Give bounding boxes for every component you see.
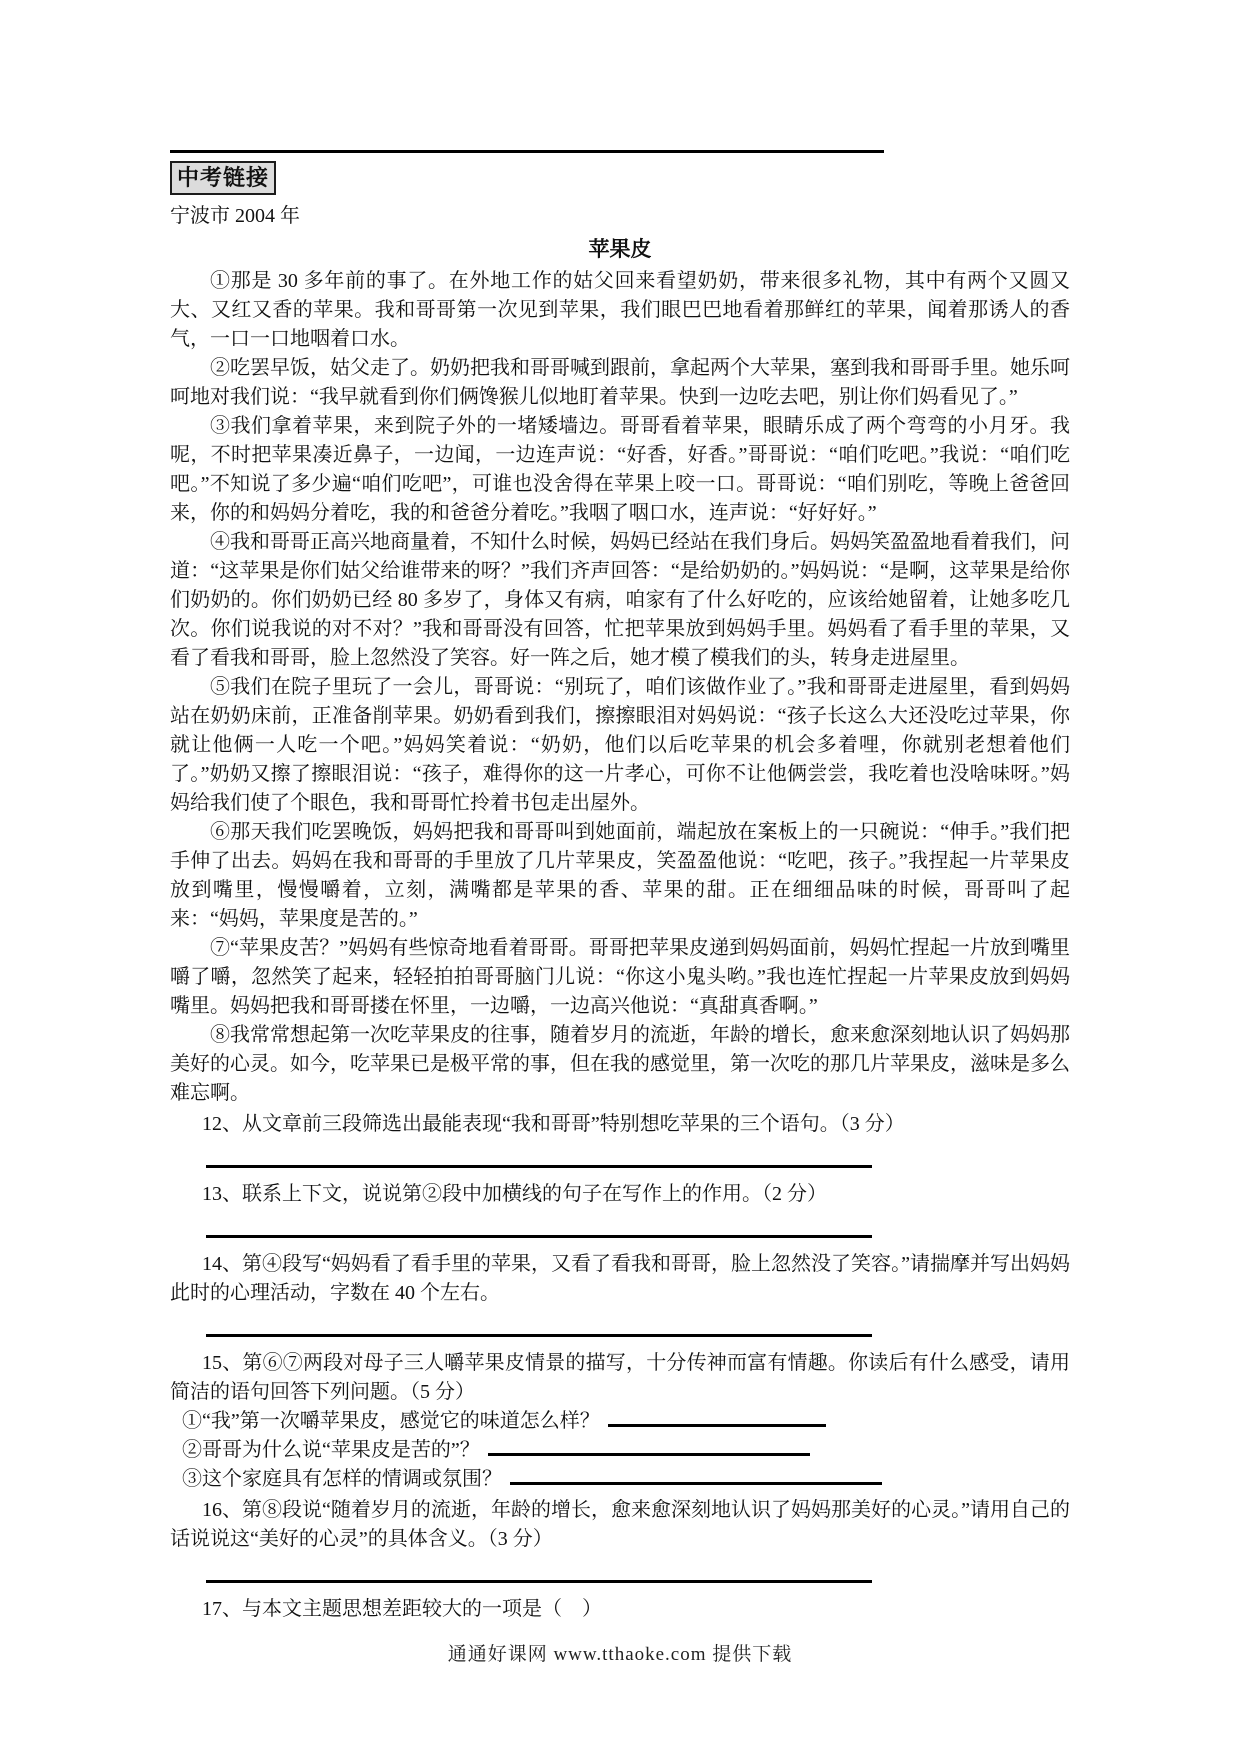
exam-source: 宁波市 2004 年 <box>170 205 300 227</box>
answer-blank <box>510 1466 882 1485</box>
question-17-text: 17、与本文主题思想差距较大的一项是（ ） <box>202 1598 602 1620</box>
question-15-sub-2 <box>170 1436 1070 1465</box>
question-13-text: 13、联系上下文，说说第②段中加横线的句子在写作上的作用。（2 分） <box>202 1183 827 1205</box>
question-15-sub-1 <box>170 1407 1070 1436</box>
question-list <box>170 1110 1070 1624</box>
answer-line <box>206 1165 872 1168</box>
question-12 <box>170 1110 1070 1168</box>
passage-paragraph-5: ⑤我们在院子里玩了一会儿，哥哥说：“别玩了，咱们该做作业了。”我和哥哥走进屋里，看到妈妈站在奶奶床前，正准备削苹果。奶奶看到我们，擦擦眼泪对妈妈说：“孩子长这么大还没吃过苹果，你就让他俩一人吃一个吧。”妈妈笑着说：“奶奶，他们以后吃苹果的机会多着哩，你就别老想着他们了。”奶奶又擦了擦眼泪说：“孩子，难得你的这一片孝心，可你不让他俩尝尝，我吃着也没啥味呀。”妈妈给我们使了个眼色，我和哥哥忙拎着书包走出屋外。 <box>170 676 1070 814</box>
answer-blank <box>488 1437 810 1456</box>
answer-line <box>206 1334 872 1337</box>
sub-question-text: ②哥哥为什么说“苹果皮是苦的”？ <box>182 1439 480 1461</box>
sub-question-text: ③这个家庭具有怎样的情调或氛围？ <box>182 1468 502 1490</box>
question-14-text: 14、第④段写“妈妈看了看手里的苹果，又看了看我和哥哥，脸上忽然没了笑容。”请揣摩并写出妈妈此时的心理活动，字数在 40 个左右。 <box>170 1253 1070 1304</box>
question-15-sub-3 <box>170 1465 1070 1494</box>
passage-paragraph-2: ②吃罢早饭，姑父走了。奶奶把我和哥哥喊到跟前，拿起两个大苹果，塞到我和哥哥手里。她乐呵呵地对我们说：“我早就看到你们俩馋猴儿似地盯着苹果。快到一边吃去吧，别让你们妈看见了。” <box>170 357 1070 408</box>
question-15 <box>170 1349 1070 1494</box>
passage-paragraph-1: ①那是 30 多年前的事了。在外地工作的姑父回来看望奶奶，带来很多礼物，其中有两个又圆又大、又红又香的苹果。我和哥哥第一次见到苹果，我们眼巴巴地看着那鲜红的苹果，闻着那诱人的香气，一口一口地咽着口水。 <box>170 270 1070 350</box>
answer-line <box>206 1235 872 1238</box>
question-16-text: 16、第⑧段说“随着岁月的流逝，年龄的增长，愈来愈深刻地认识了妈妈那美好的心灵。”请用自己的话说说这“美好的心灵”的具体含义。（3 分） <box>170 1499 1070 1550</box>
footer-text: 通通好课网 www.tthaoke.com 提供下载 <box>447 1644 793 1665</box>
passage <box>170 267 1070 1108</box>
top-rule <box>170 150 884 153</box>
passage-paragraph-7: ⑦“苹果皮苦？”妈妈有些惊奇地看着哥哥。哥哥把苹果皮递到妈妈面前，妈妈忙捏起一片放到嘴里嚼了嚼，忽然笑了起来，轻轻拍拍哥哥脑门儿说：“你这小鬼头哟。”我也连忙捏起一片苹果皮放到妈妈嘴里。妈妈把我和哥哥搂在怀里，一边嚼，一边高兴他说：“真甜真香啊。” <box>170 937 1070 1017</box>
question-12-text: 12、从文章前三段筛选出最能表现“我和哥哥”特别想吃苹果的三个语句。（3 分） <box>202 1113 905 1135</box>
question-17 <box>170 1595 1070 1624</box>
question-14 <box>170 1250 1070 1337</box>
sub-question-text: ①“我”第一次嚼苹果皮，感觉它的味道怎么样？ <box>182 1410 600 1432</box>
section-badge: 中考链接 <box>170 161 276 195</box>
answer-blank <box>608 1408 826 1427</box>
question-13 <box>170 1180 1070 1238</box>
passage-paragraph-3: ③我们拿着苹果，来到院子外的一堵矮墙边。哥哥看着苹果，眼睛乐成了两个弯弯的小月牙。我呢，不时把苹果凑近鼻子，一边闻，一边连声说：“好香，好香。”哥哥说：“咱们吃吧。”我说：“咱们吃吧。”不知说了多少遍“咱们吃吧”，可谁也没舍得在苹果上咬一口。哥哥说：“咱们别吃，等晚上爸爸回来，你的和妈妈分着吃，我的和爸爸分着吃。”我咽了咽口水，连声说：“好好好。” <box>170 415 1070 524</box>
question-15-text: 15、第⑥⑦两段对母子三人嚼苹果皮情景的描写，十分传神而富有情趣。你读后有什么感受，请用简洁的语句回答下列问题。（5 分） <box>170 1352 1070 1403</box>
passage-paragraph-4: ④我和哥哥正高兴地商量着，不知什么时候，妈妈已经站在我们身后。妈妈笑盈盈地看着我们，问道：“这苹果是你们姑父给谁带来的呀？”我们齐声回答：“是给奶奶的。”妈妈说：“是啊，这苹果是给你们奶奶的。你们奶奶已经 80 多岁了，身体又有病，咱家有了什么好吃的，应该给她留着，让她多吃几次。你们说我说的对不对？”我和哥哥没有回答，忙把苹果放到妈妈手里。妈妈看了看手里的苹果，又看了看我和哥哥，脸上忽然没了笑容。好一阵之后，她才模了模我们的头，转身走进屋里。 <box>170 531 1070 669</box>
passage-paragraph-6: ⑥那天我们吃罢晚饭，妈妈把我和哥哥叫到她面前，端起放在案板上的一只碗说：“伸手。”我们把手伸了出去。妈妈在我和哥哥的手里放了几片苹果皮，笑盈盈他说：“吃吧，孩子。”我捏起一片苹果皮放到嘴里，慢慢嚼着，立刻，满嘴都是苹果的香、苹果的甜。正在细细品味的时候，哥哥叫了起来：“妈妈，苹果度是苦的。” <box>170 821 1070 930</box>
passage-title: 苹果皮 <box>588 237 652 261</box>
passage-paragraph-8: ⑧我常常想起第一次吃苹果皮的往事，随着岁月的流逝，年龄的增长，愈来愈深刻地认识了妈妈那美好的心灵。如今，吃苹果已是极平常的事，但在我的感觉里，第一次吃的那几片苹果皮，滋味是多么难忘啊。 <box>170 1024 1070 1104</box>
question-16 <box>170 1496 1070 1583</box>
answer-line <box>206 1580 872 1583</box>
